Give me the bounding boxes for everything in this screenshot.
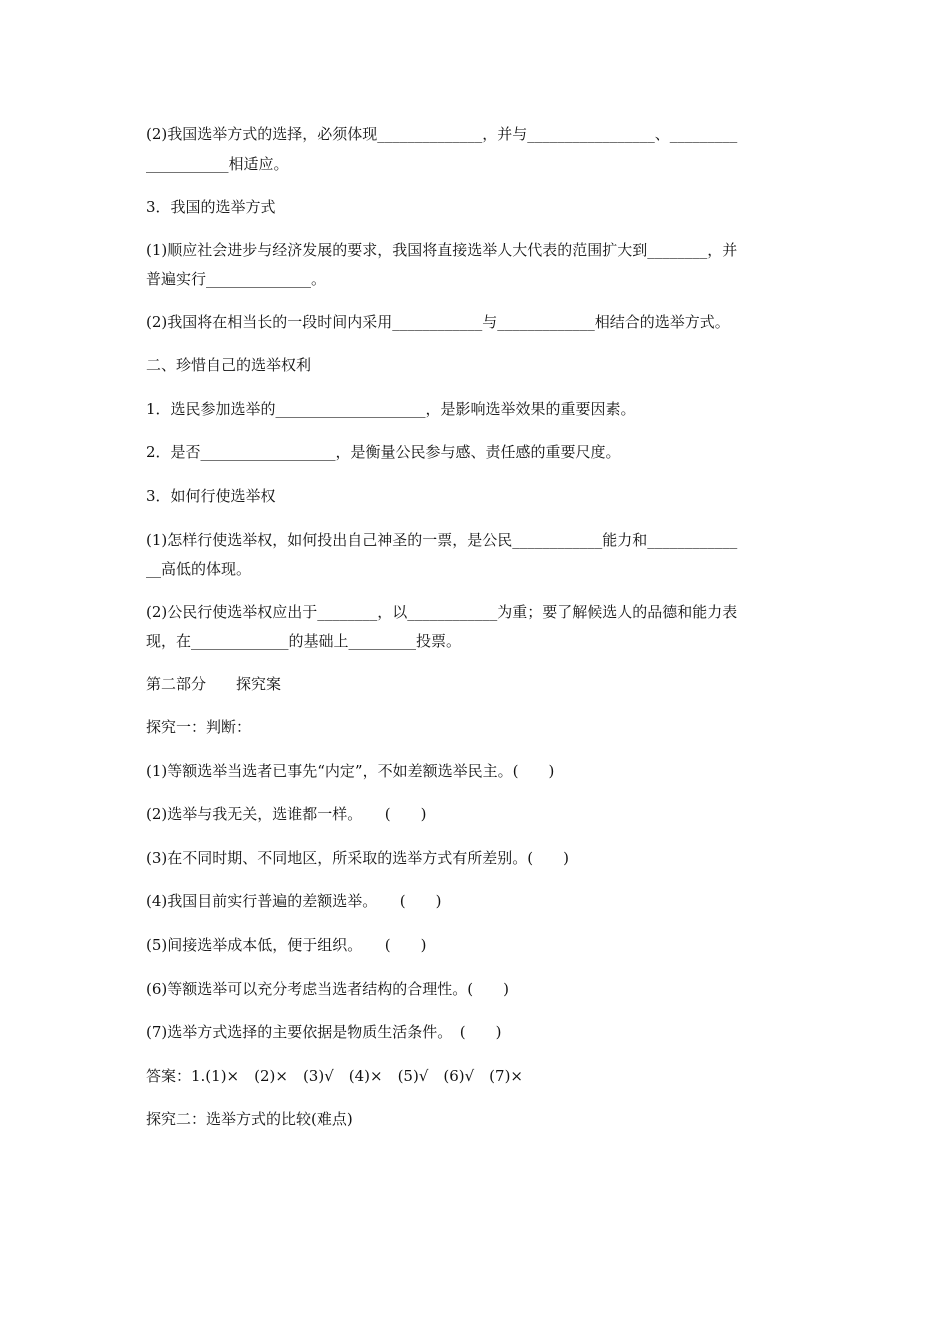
judgment-item: (7)选举方式选择的主要依据是物质生活条件。 ( ) — [146, 1023, 502, 1041]
text-line: ___________相适应。 — [146, 155, 289, 173]
answer-key: 答案：1.(1)× (2)× (3)√ (4)× (5)√ (6)√ (7)× — [146, 1067, 523, 1085]
text-line: (2)公民行使选举权应出于________，以____________为重；要了解候选人的品德和能力表 — [146, 603, 738, 621]
section-heading: 二、珍惜自己的选举权利 — [146, 356, 312, 374]
text-line: (2)我国将在相当长的一段时间内采用____________与_____________相结合的选举方式。 — [146, 313, 730, 331]
text-line: (1)顺应社会进步与经济发展的要求，我国将直接选举人大代表的范围扩大到________，并 — [146, 241, 738, 259]
text-line: __高低的体现。 — [146, 560, 252, 578]
judgment-item: (3)在不同时期、不同地区，所采取的选举方式有所差别。( ) — [146, 849, 569, 867]
judgment-item: (2)选举与我无关，选谁都一样。 ( ) — [146, 805, 427, 823]
section-heading: 3．如何行使选举权 — [146, 487, 276, 505]
text-line: (1)怎样行使选举权，如何投出自己神圣的一票，是公民____________能力和____________ — [146, 531, 738, 549]
part-heading: 第二部分 探究案 — [146, 675, 282, 693]
text-line: 2．是否__________________，是衡量公民参与感、责任感的重要尺度。 — [146, 443, 621, 461]
section-heading: 3．我国的选举方式 — [146, 198, 276, 216]
judgment-item: (4)我国目前实行普遍的差额选举。 ( ) — [146, 892, 442, 910]
judgment-item: (6)等额选举可以充分考虑当选者结构的合理性。( ) — [146, 980, 509, 998]
text-line: (2)我国选举方式的选择，必须体现______________，并与_________________、_________ — [146, 125, 738, 143]
judgment-item: (5)间接选举成本低，便于组织。 ( ) — [146, 936, 427, 954]
exercise-heading: 探究一：判断： — [146, 718, 252, 736]
judgment-item: (1)等额选举当选者已事先“内定”，不如差额选举民主。( ) — [146, 762, 555, 780]
text-line: 普遍实行______________。 — [146, 270, 327, 288]
text-line: 1．选民参加选举的____________________，是影响选举效果的重要因素。 — [146, 400, 636, 418]
exercise-heading: 探究二：选举方式的比较(难点) — [146, 1110, 353, 1128]
text-line: 现，在_____________的基础上_________投票。 — [146, 632, 462, 650]
